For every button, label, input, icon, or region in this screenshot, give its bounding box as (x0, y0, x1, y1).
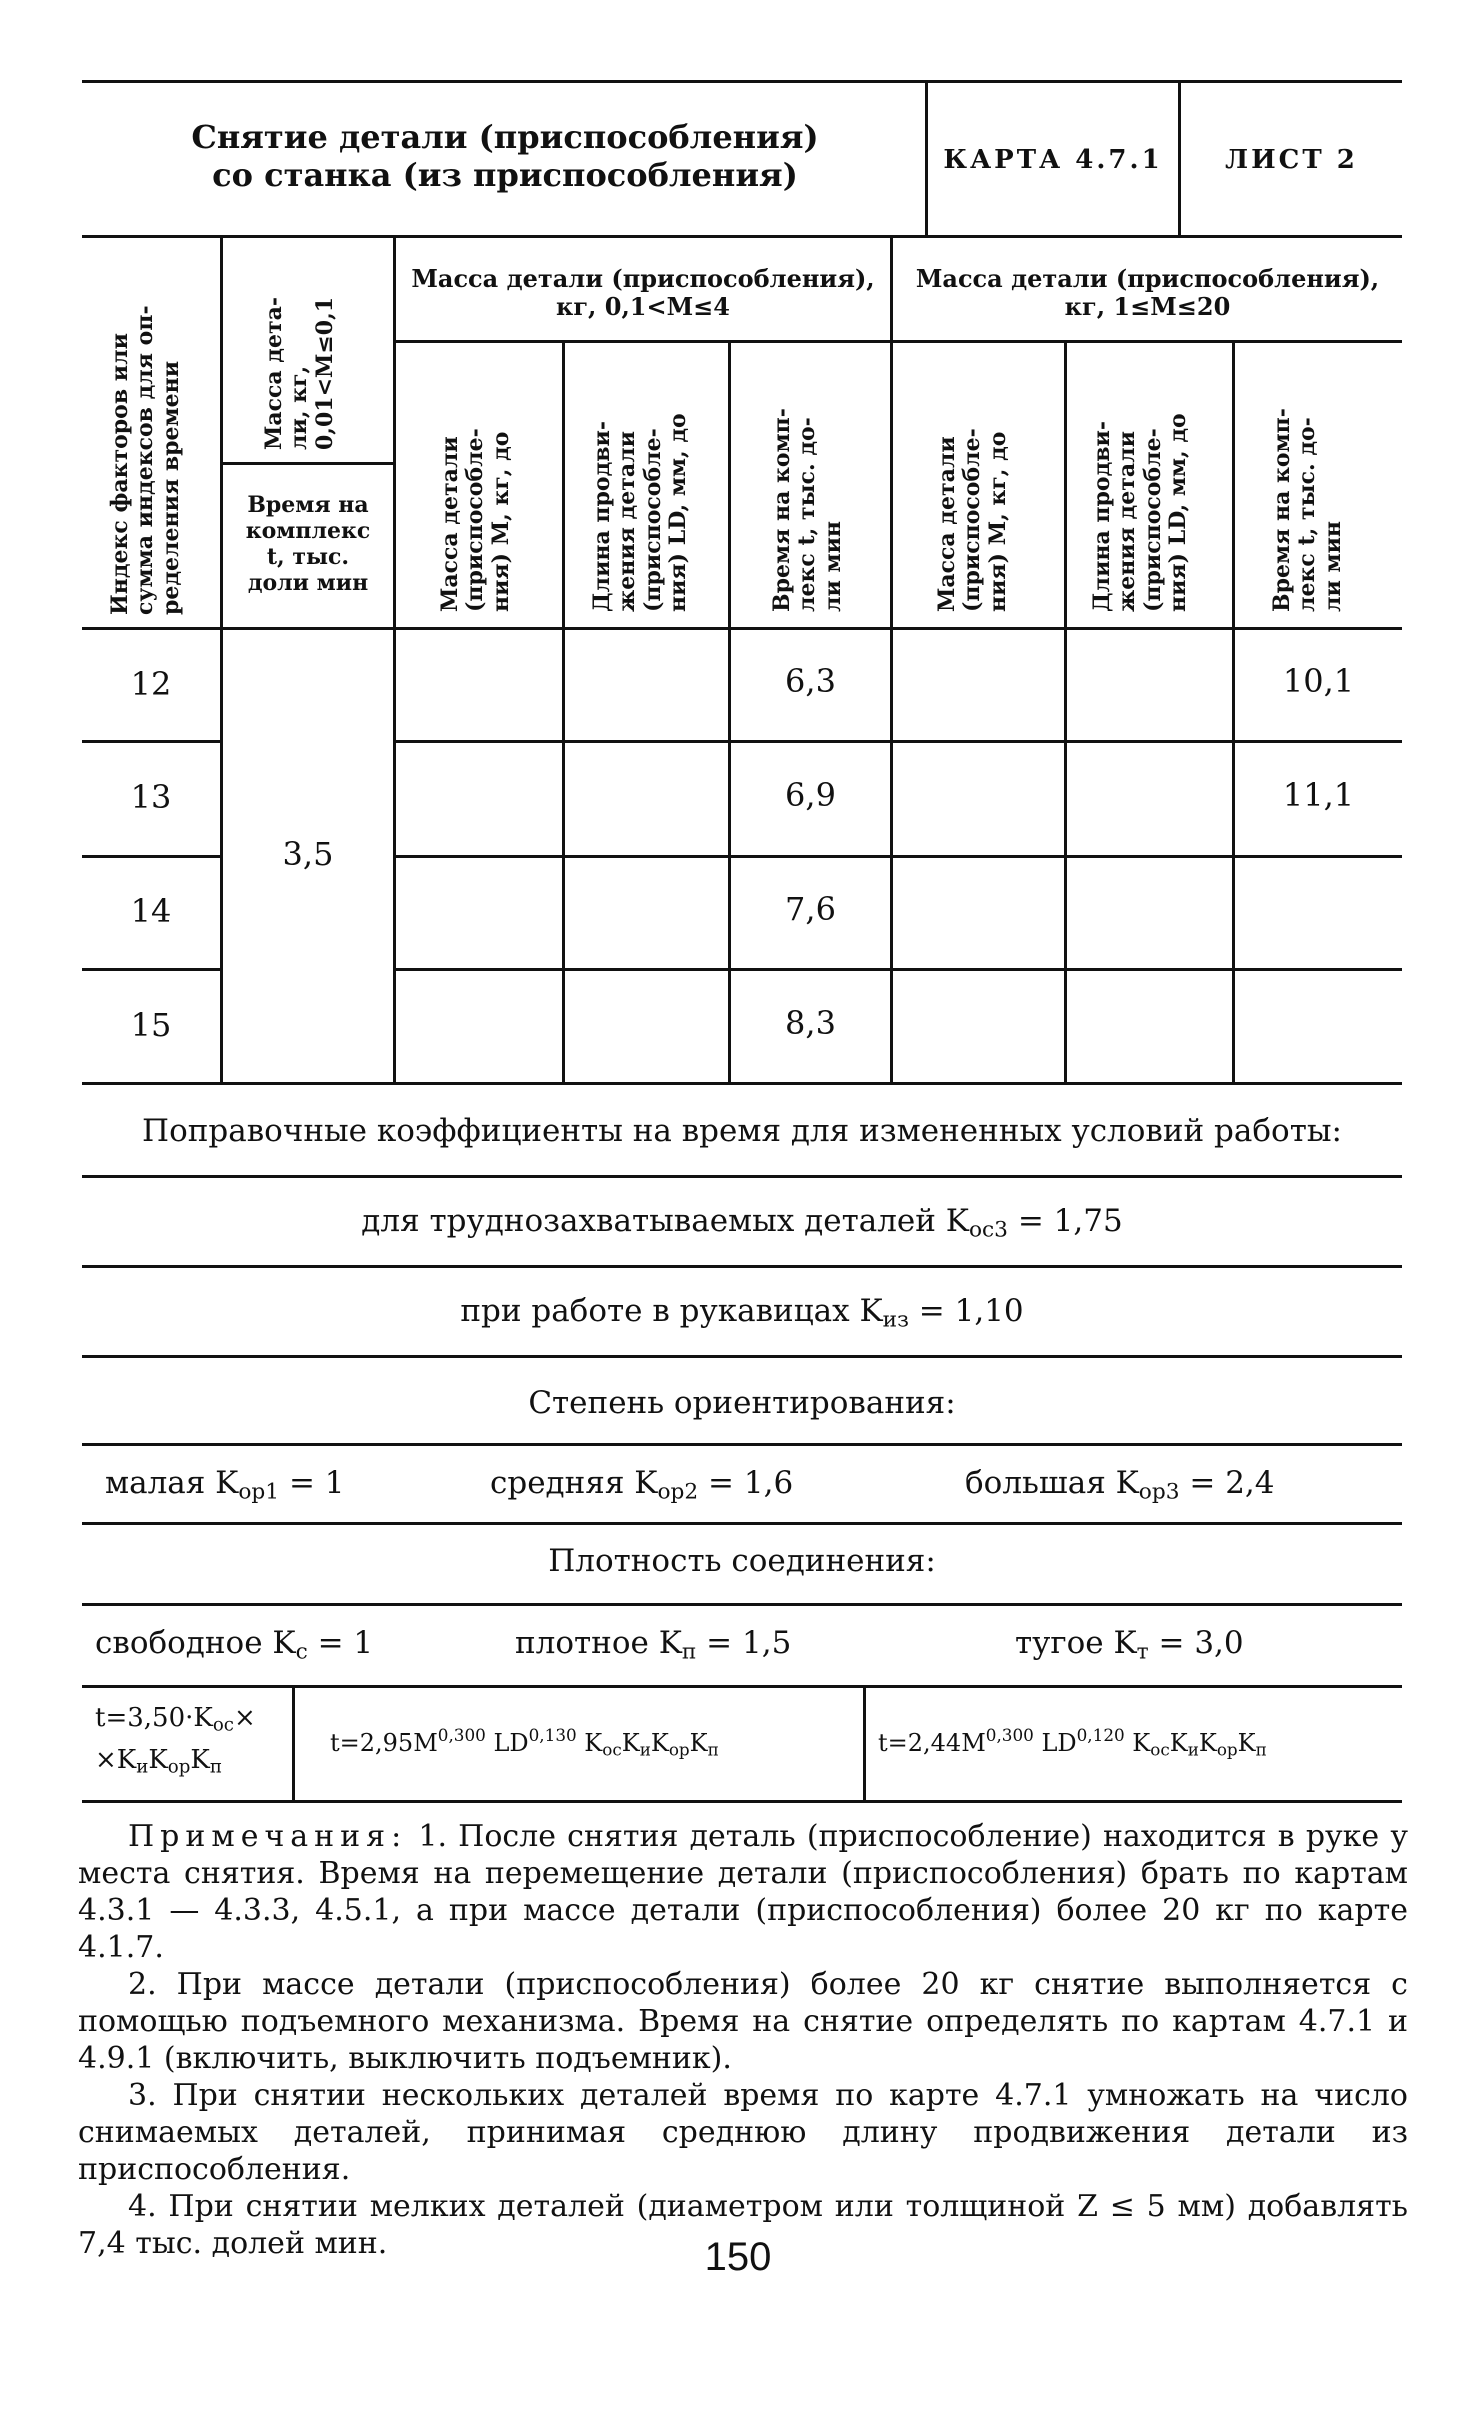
index-column-header: Индекс факторов или сумма индексов для оп- ределения времени (107, 305, 184, 615)
row-rule-1b (393, 740, 1402, 743)
row-index: 14 (130, 892, 172, 930)
header-rows-rule (82, 627, 1402, 630)
hard-grip-coefficient: для труднозахватываемых деталей $K_{ос3} = 1,75$ (361, 1203, 1123, 1243)
note-3: 3. При снятии нескольких деталей время по карте 4.7.1 умножать на число снимаемых деталей, принимая среднюю длину продвижения детали из приспособления. (78, 2078, 1408, 2187)
orientation-title: Степень ориентирования: (528, 1385, 956, 1421)
fit-free: свободное $K_с = 1$ (95, 1625, 374, 1665)
table-bottom-rule (82, 1082, 1402, 1085)
card-title-line2: со станка (из приспособления) (212, 156, 798, 194)
formula-group2: $t=2,44M^{0,300}$ LD$^{0,120}$ $K_{ос}K_иK_{ор}K_п$ (878, 1725, 1267, 1760)
fit-hard: тугое $K_т = 3,0$ (1015, 1625, 1244, 1665)
shared-time-value: 3,5 (282, 835, 334, 873)
g1-time-value: 6,3 (785, 662, 836, 700)
row-rule-3 (82, 968, 220, 971)
col-line-7 (1232, 340, 1235, 1085)
coef-rule-1 (82, 1175, 1402, 1178)
card-title-line1: Снятие детали (приспособления) (191, 118, 819, 156)
col-line-4 (728, 340, 731, 1085)
group1-header-l1: Масса детали (приспособления), (411, 264, 875, 293)
group2-header-l1: Масса детали (приспособления), (915, 264, 1380, 293)
coef-rule-2 (82, 1265, 1402, 1268)
col-line-5 (890, 235, 893, 1085)
g2-length-header: Длина продви- жения детали (приспособле- ния) LD, мм, до (1089, 413, 1191, 612)
g1-time-header: Время на комп- лекс t, тыс. до- ли мин (769, 408, 846, 612)
row-rule-2b (393, 855, 1402, 858)
formula-group1: $t=2,95M^{0,300}$ LD$^{0,130}$ $K_{ос}K_иK_{ор}K_п$ (330, 1725, 719, 1760)
fit-tight: плотное $K_п = 1,5$ (515, 1625, 792, 1665)
coef-rule-3 (82, 1355, 1402, 1358)
mass-small-header: Масса дета- ли, кг, 0,01<M≤0,1 (261, 296, 338, 450)
col-line-1 (220, 235, 223, 1085)
header-bottom-rule (82, 235, 1402, 238)
row-index: 13 (130, 778, 172, 816)
row-rule-3b (393, 968, 1402, 971)
col-line-2 (393, 235, 396, 1085)
top-rule (82, 80, 1402, 83)
notes-block (78, 1818, 1408, 2262)
g2-time-value: 10,1 (1282, 662, 1355, 700)
formula-small-mass-l2: $\times K_иK_{ор}K_п$ (95, 1745, 222, 1778)
notes-label: Примечания: (128, 1819, 408, 1854)
coef-rule-5 (82, 1522, 1402, 1525)
col-line-3 (562, 340, 565, 1085)
group-header-rule (393, 340, 1402, 343)
g1-time-value: 8,3 (785, 1004, 836, 1042)
coef-rule-7 (82, 1685, 1402, 1688)
formula-divider-1 (292, 1688, 295, 1800)
fit-title: Плотность соединения: (548, 1543, 936, 1579)
orientation-medium: средняя $K_{ор2} = 1,6$ (490, 1465, 794, 1505)
row-index: 15 (130, 1006, 172, 1044)
gloves-coefficient: при работе в рукавицах $K_{из} = 1,10$ (460, 1293, 1024, 1333)
card-number: КАРТА 4.7.1 (943, 145, 1163, 175)
col-line-6 (1064, 340, 1067, 1085)
mass-small-rule (220, 462, 393, 465)
coef-rule-4 (82, 1443, 1402, 1446)
row-rule-1 (82, 740, 220, 743)
g2-time-header: Время на комп- лекс t, тыс. до- ли мин (1269, 408, 1346, 612)
g2-time-value: 11,1 (1282, 776, 1355, 814)
row-index: 12 (130, 665, 172, 703)
note-4: 4. При снятии мелких деталей (диаметром или толщиной Z ≤ 5 мм) добавлять 7,4 тыс. долей мин. (78, 2189, 1408, 2261)
time-complex-header: Время на комплекс t, тыс. доли мин (245, 492, 371, 596)
g2-mass-header: Масса детали (приспособле- ния) M, кг, до (934, 428, 1011, 612)
orientation-small: малая $K_{ор1} = 1$ (105, 1465, 345, 1505)
g1-time-value: 6,9 (785, 776, 836, 814)
row-rule-2 (82, 855, 220, 858)
group2-header-l2: кг, 1≤M≤20 (1064, 292, 1231, 321)
coef-rule-6 (82, 1603, 1402, 1606)
coefficients-title: Поправочные коэффициенты на время для измененных условий работы: (142, 1113, 1342, 1149)
formula-divider-2 (863, 1688, 866, 1800)
formula-small-mass-l1: $t=3,50\cdot K_{ос}\times$ (95, 1703, 256, 1736)
g1-mass-header: Масса детали (приспособле- ния) M, кг, до (437, 428, 514, 612)
note-1: Примечания: 1. После снятия деталь (приспособление) находится в руке у места снятия. Время на перемещение детали (приспособления) брать по картам 4.3.1 — 4.3.3, 4.5.1, а при массе детали (приспособления) более 20 кг по карте 4.1.7. (78, 1819, 1408, 1965)
orientation-large: большая $K_{ор3} = 2,4$ (965, 1465, 1275, 1505)
formula-bottom-rule (82, 1800, 1402, 1803)
note-2: 2. При массе детали (приспособления) более 20 кг снятие выполняется с помощью подъемного механизма. Время на снятие определять по картам 4.7.1 и 4.9.1 (включить, выключить подъемник). (78, 1967, 1408, 2076)
g1-time-value: 7,6 (785, 890, 836, 928)
group1-header-l2: кг, 0,1<M≤4 (556, 292, 730, 321)
sheet-number: ЛИСТ 2 (1225, 145, 1358, 175)
g1-length-header: Длина продви- жения детали (приспособле- ния) LD, мм, до (589, 413, 691, 612)
page-number: 150 (704, 2235, 772, 2279)
